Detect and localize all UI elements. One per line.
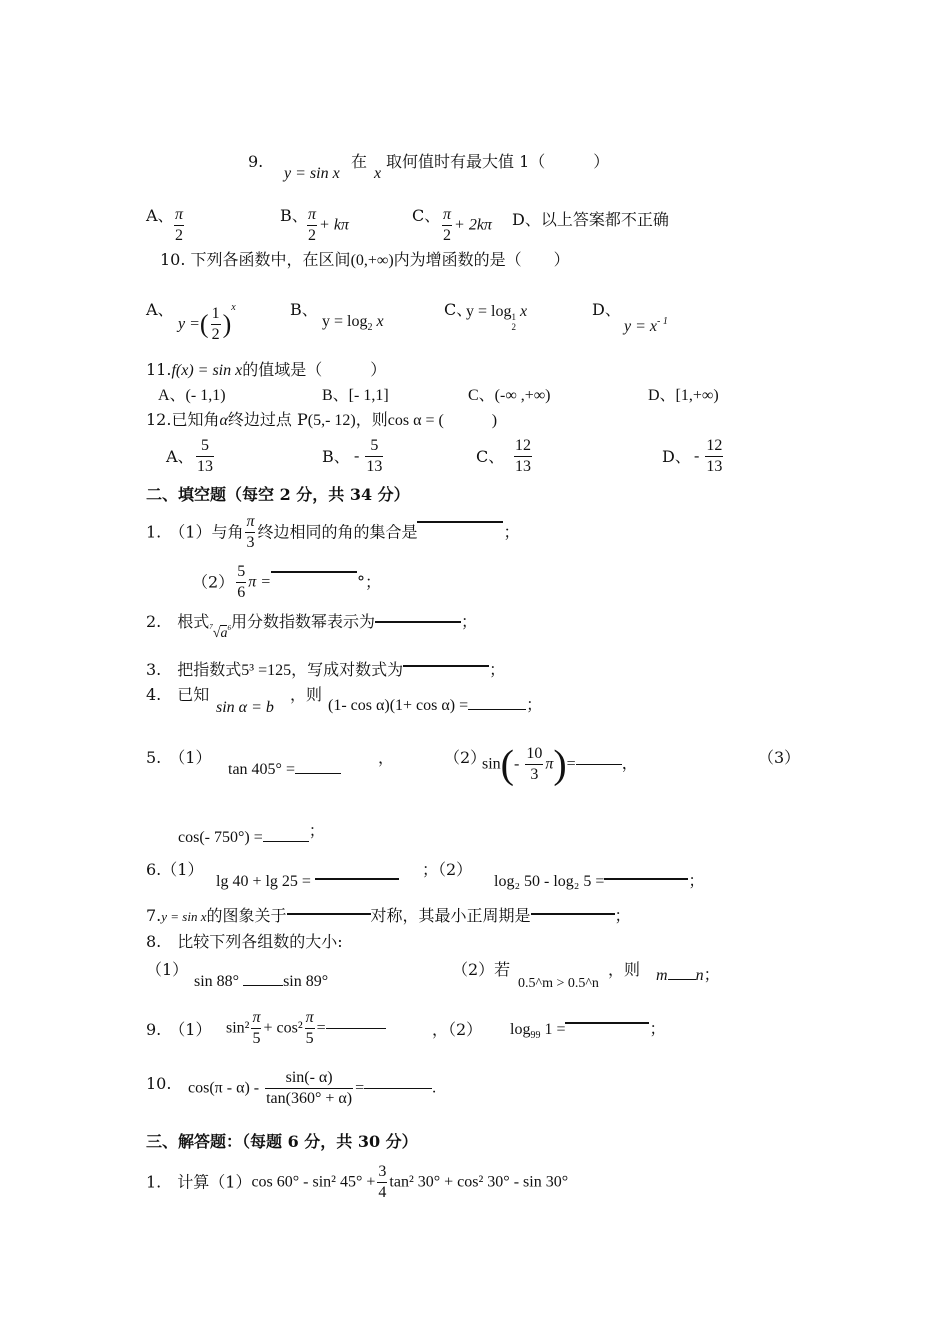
option-b-label: B、 [322,447,350,466]
question-text: 在 [351,152,368,171]
fill-q5c: cos(- 750°) = ； [178,823,325,846]
condition: sin α = b [216,699,274,716]
answer-blank[interactable] [263,841,309,842]
answer-blank[interactable] [403,665,489,667]
answer-blank[interactable] [375,621,461,623]
fill-q4-expr: (1- cos α)(1+ cos α) = ； [328,697,543,714]
option-d: D、以上答案都不正确 [512,210,669,229]
section-heading: 二、填空题（每空 2 分，共 34 分） [146,485,410,504]
fill-q6b: log₂ 50 - log₂ 5 = ； [494,873,705,890]
answer-blank[interactable] [271,571,357,573]
fill-q8b-lead: （2）若 [452,960,511,979]
answer-blank[interactable] [315,878,399,880]
answer-blank[interactable] [668,979,696,980]
option-c-label: C、 [444,300,473,319]
fill-q6a: lg 40 + lg 25 = [216,872,399,892]
formula: y = sin x [284,165,340,182]
answer-blank[interactable] [417,521,503,523]
fill-q10: cos(π - α) - $\frac{\sin(- \alpha)}{\tan(360^\circ + \alpha)}$ = . [188,1069,437,1107]
question-text: 取何值时有最大值 1（ ） [386,152,610,171]
option-c-label: C、 [476,447,505,466]
fill-q8a: sin 88° sin 89° [194,973,329,990]
option-c-value: $\frac{12}{13}$ [515,437,531,475]
option-b: B、[- 1,1] [322,387,389,404]
fill-q4-lead: 4. 已知 [146,685,210,704]
option-a: A、(- 1,1) [158,387,226,404]
fill-q2: 2. 根式$^7√a^6$用分数指数幂表示为 ； [146,612,477,641]
fill-q8a-lead: （1） [146,960,189,979]
formula: f(x) = sin x [171,362,243,379]
option-b-label: B、 [280,206,308,225]
option-d-value: $y = x^{- 1}$ [624,316,668,335]
radical: $^7√a^6$ [209,623,231,641]
fill-q1a: 1. （1）与角 $\frac{\pi}{3}$ 终边相同的角的集合是 ； [146,513,520,551]
option-d-label: D、 [662,447,691,466]
answer-blank[interactable] [243,985,283,986]
question-12: 12.已知角α终边过点 P(5,- 12)，则cos α = ( ) [146,410,498,429]
fill-q5b: sin(- $\frac{10}{3}$ π)= ， [482,741,638,787]
interval: (0,+∞) [350,252,394,269]
option-c: C、(-∞ ,+∞) [468,387,551,404]
question-number: 9. [248,152,264,171]
option-d-value: - $\frac{12}{13}$ [694,437,723,475]
option-b-label: B、 [290,300,318,319]
fill-q5-lead: 5. （1） [146,748,212,767]
fill-q6b-lead: ；（2） [422,860,473,879]
option-a-label: A、 [146,300,174,319]
fill-q7: 7.y = sin x的图象关于 对称，其最小正周期是 ； [146,906,631,925]
option-d: D、[1,+∞) [648,387,719,404]
question-10: 10. 下列各函数中，在区间(0,+∞)内为增函数的是（ ） [160,250,570,269]
option-d-label: D、 [592,300,621,319]
answer-blank[interactable] [287,913,371,915]
option-c-value: $\frac{\pi}{2}$ + 2kπ [443,206,492,244]
answer-blank[interactable] [565,1022,649,1024]
then-text: ，则 [290,685,323,704]
fill-q9a: sin² $\frac{\pi}{5}$ + cos² $\frac{\pi}{5}$ = [226,1008,386,1049]
fill-q5b-lead: （2） [444,748,487,767]
answer-blank[interactable] [326,1028,386,1029]
option-b-value: - $\frac{5}{13}$ [354,437,383,475]
separator: ， [378,748,395,767]
fill-q3: 3. 把指数式5³ =125，写成对数式为 ； [146,660,506,679]
answer-blank[interactable] [604,878,688,880]
fill-q9-lead: 9. （1） [146,1020,212,1039]
fill-q5c-lead: （3） [758,748,801,767]
answer-blank[interactable] [576,764,622,765]
variable: x [374,165,382,182]
question-11: 11.f(x) = sin x的值域是（ ） [146,360,387,379]
option-b-value: $y = \log_2 x$ [322,313,384,333]
question-number: 12. [146,410,172,429]
fill-q8-lead: 8. 比较下列各组数的大小: [146,932,343,951]
option-a-label: A、 [146,206,174,225]
condition: 0.5^m > 0.5^n [518,976,599,991]
fill-q6-lead: 6.（1） [146,860,204,879]
option-a-value: y =( $\frac{1}{2}$ )$^x$ [178,302,236,343]
fill-q8b: m n； [656,967,720,984]
fill-q1b: （2） $\frac{5}{6}$ π = °； [192,563,382,601]
answer-blank[interactable] [531,913,615,915]
then-text: ，则 [608,960,641,979]
fill-q9b: $\log_{99} 1$ = ； [510,1021,666,1041]
solve-q1: 1. 计算（1）cos 60° - sin² 45° + $\frac{3}{4}$ tan² 30° + cos² 30° - sin 30° [146,1163,569,1201]
option-c-value: y = log 1 2 x [466,303,528,332]
option-a-value: $\frac{5}{13}$ [197,437,213,475]
fill-q9b-lead: ，（2） [432,1020,483,1039]
option-b-value: $\frac{\pi}{2}$ + kπ [308,206,349,244]
question-number: 11. [146,360,172,379]
option-a-value: $\frac{\pi}{2}$ [175,206,184,244]
option-c-label: C、 [412,206,441,225]
answer-blank[interactable] [468,709,526,710]
question-9 [248,152,263,172]
fill-q10-lead: 10. [146,1074,172,1093]
section-heading: 三、解答题：（每题 6 分，共 30 分） [146,1132,418,1151]
fill-q5a: tan 405° = [228,760,341,780]
question-number: 10. [160,250,186,269]
answer-blank[interactable] [364,1088,432,1089]
option-a-label: A、 [166,447,194,466]
answer-blank[interactable] [295,773,341,774]
